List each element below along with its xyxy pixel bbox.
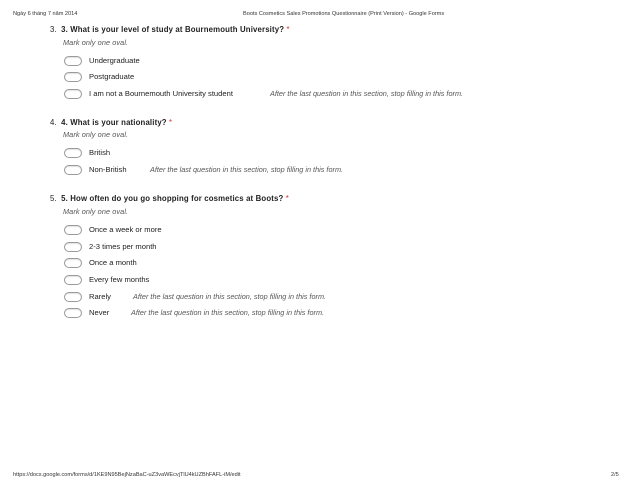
radio-oval[interactable] [64,242,82,252]
option-label: 2-3 times per month [89,242,157,251]
required-mark: * [285,194,289,203]
radio-oval[interactable] [64,148,82,158]
option-2-3-times[interactable] [64,240,157,253]
skip-note: After the last question in this section, stop filling in this form. [133,292,327,301]
option-undergraduate[interactable] [64,54,140,67]
option-not-bu-student[interactable] [64,87,233,100]
option-once-a-month[interactable] [64,256,137,269]
question-text: 4. What is your nationality? [61,118,167,127]
question-number: 3. [50,25,57,34]
radio-oval[interactable] [64,56,82,66]
radio-oval[interactable] [64,165,82,175]
option-label: Once a month [89,258,137,267]
required-mark: * [169,118,173,127]
option-british[interactable] [64,146,110,159]
option-postgraduate[interactable] [64,70,134,83]
radio-oval[interactable] [64,89,82,99]
radio-oval[interactable] [64,292,82,302]
page-number: 2/5 [611,472,619,478]
radio-oval[interactable] [64,72,82,82]
radio-oval[interactable] [64,225,82,235]
question-text: 5. How often do you go shopping for cosmetics at Boots? [61,194,284,203]
option-never[interactable] [64,306,109,319]
option-label: Rarely [89,292,111,301]
option-rarely[interactable] [64,290,111,303]
option-label: British [89,148,111,157]
option-label: Once a week or more [89,225,162,234]
question-4-instruction: Mark only one oval. [63,130,129,139]
option-label: Postgraduate [89,72,135,81]
page-url: https://docs.google.com/forms/d/1KE9N95BejNzaBaC-uZ3vaWEcvjTlU4kUZBhFAFL-iM/edit [13,472,241,478]
option-label: Non-British [89,165,127,174]
page-header-title: Boots Cosmetics Sales Promotions Questionnaire (Print Version) - Google Forms [243,11,445,17]
option-label: Never [89,308,110,317]
option-label: I am not a Bournemouth University student [89,89,233,98]
question-text: 3. What is your level of study at Bournemouth University? [61,25,285,34]
skip-note: After the last question in this section, stop filling in this form. [270,89,464,98]
option-non-british[interactable] [64,163,127,176]
question-5-instruction: Mark only one oval. [63,207,129,216]
radio-oval[interactable] [64,308,82,318]
question-5-title [50,194,289,203]
option-label: Every few months [89,275,150,284]
print-date: Ngày 6 tháng 7 năm 2014 [13,11,78,17]
option-once-a-week[interactable] [64,223,162,236]
question-3-title [50,25,290,34]
skip-note: After the last question in this section, stop filling in this form. [131,308,325,317]
required-mark: * [286,25,290,34]
question-3-instruction: Mark only one oval. [63,38,129,47]
skip-note: After the last question in this section, stop filling in this form. [150,165,344,174]
question-number: 5. [50,194,57,203]
question-number: 4. [50,118,57,127]
radio-oval[interactable] [64,275,82,285]
option-label: Undergraduate [89,56,140,65]
question-4-title [50,118,172,127]
option-every-few-months[interactable] [64,273,149,286]
radio-oval[interactable] [64,258,82,268]
